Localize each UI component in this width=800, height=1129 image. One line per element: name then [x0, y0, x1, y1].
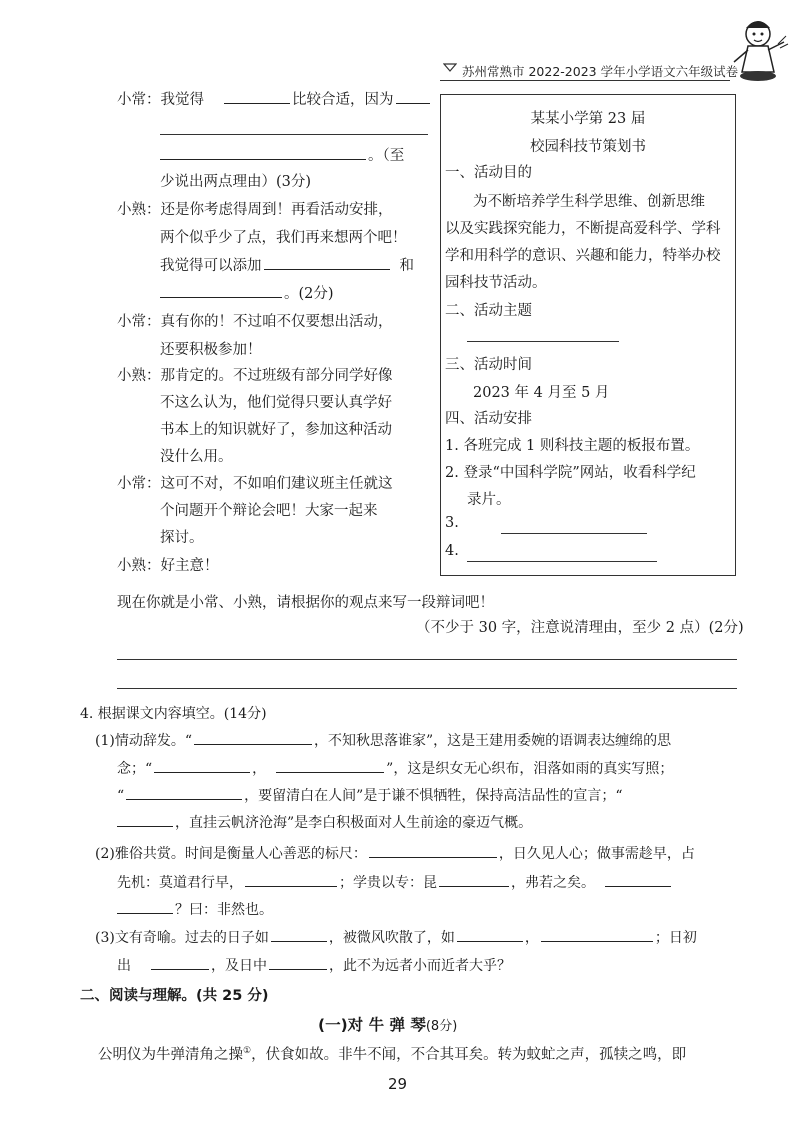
plan-schedule-item1: 1. 各班完成 1 则科技主题的板报布置。	[445, 438, 700, 454]
dialogue-line-12: 不这么认为，他们觉得只要认真学好	[160, 395, 392, 411]
plan-section-purpose: 一、活动目的	[445, 165, 532, 181]
q4-text: ？曰：非然也。	[175, 902, 273, 918]
debate-prompt: 现在你就是小常、小熟，请根据你的观点来写一段辩词吧！	[117, 595, 494, 611]
story-score: (8分)	[425, 1019, 458, 1034]
dialogue-line-1	[117, 88, 432, 112]
item3-answer-line[interactable]	[501, 533, 647, 534]
answer-blank[interactable]	[264, 255, 390, 270]
plan-schedule-item2-cont: 录片。	[467, 492, 511, 508]
item4-answer-line[interactable]	[467, 561, 657, 562]
story-title-text: (一)对 牛 弹 琴	[318, 1016, 426, 1034]
footnote-marker: ①	[243, 1046, 252, 1057]
dialogue-line-4: 少说出两点理由）(3分)	[160, 174, 312, 190]
answer-blank[interactable]	[439, 872, 509, 887]
answer-line[interactable]	[160, 134, 428, 135]
q4-part2-line2	[117, 872, 673, 892]
dialogue-text: 。（至	[368, 148, 405, 164]
dialogue-line-8	[160, 282, 334, 306]
answer-blank[interactable]	[369, 843, 497, 858]
answer-blank[interactable]	[126, 785, 242, 800]
answer-blank[interactable]	[276, 758, 384, 773]
q4-text: ；学贵以专：昆	[339, 875, 437, 891]
plan-schedule-item4: 4.	[445, 543, 459, 559]
q4-text: (1)情动辞发。“	[95, 733, 192, 749]
answer-blank[interactable]	[194, 730, 312, 745]
q4-text: ，被微风吹散了，如	[328, 930, 455, 946]
answer-blank[interactable]	[457, 927, 523, 942]
q4-text: ，直挂云帆济沧海”是李白积极面对人生前途的豪迈气概。	[175, 815, 533, 831]
plan-purpose-line4: 园科技节活动。	[445, 275, 547, 291]
answer-blank[interactable]	[269, 955, 327, 970]
dialogue-line-18: 小熟：好主意！	[117, 558, 219, 574]
dialogue-line-10: 还要积极参加！	[160, 342, 262, 358]
q4-text: (2)雅俗共赏。时间是衡量人心善恶的标尺：	[95, 846, 367, 862]
dialogue-text: 我觉得可以添加	[160, 258, 262, 274]
dialogue-line-13: 书本上的知识就好了，参加这种活动	[160, 422, 392, 438]
page-number: 29	[388, 1075, 408, 1093]
answer-blank[interactable]	[541, 927, 653, 942]
plan-section-time: 三、活动时间	[445, 357, 532, 373]
dialogue-line-9: 小常：真有你的！不过咱不仅要想出活动，	[117, 314, 393, 330]
section2-heading: 二、阅读与理解。(共 25 分)	[80, 988, 269, 1004]
plan-time-value: 2023 年 4 月至 5 月	[473, 385, 610, 401]
header-rule	[440, 80, 730, 81]
q4-part1-line2	[117, 758, 673, 778]
q4-text: ，要留清白在人间”是于谦不惧牺牲，保持高洁品性的宣言；“	[244, 788, 623, 804]
dialogue-line-16: 个问题开个辩论会吧！大家一起来	[160, 503, 378, 519]
answer-blank[interactable]	[154, 758, 250, 773]
plan-purpose-line2: 以及实践探究能力，不断提高爱科学、学科	[445, 221, 721, 237]
dialogue-line-14: 没什么用。	[160, 449, 233, 465]
header-arrow-icon	[443, 62, 457, 72]
q4-text: ，不知秋思落谁家”，这是王建用委婉的语调表达缠绵的思	[314, 733, 672, 749]
q4-part1-line4	[117, 812, 532, 832]
dialogue-line-5: 小熟：还是你考虑得周到！再看活动安排，	[117, 202, 393, 218]
answer-blank[interactable]	[160, 145, 366, 160]
answer-blank[interactable]	[396, 89, 430, 104]
q4-text: 先机：莫道君行早，	[117, 875, 243, 891]
q4-text: 出	[117, 958, 131, 974]
dialogue-text: 比较合适，因为	[292, 92, 394, 108]
answer-blank[interactable]	[224, 89, 290, 104]
q4-text: ，	[524, 930, 539, 946]
debate-answer-line-2[interactable]	[117, 688, 737, 689]
story-text: 公明仪为牛弹清角之操	[98, 1047, 243, 1063]
plan-purpose-line1: 为不断培养学生科学思维、创新思维	[473, 194, 705, 210]
answer-blank[interactable]	[245, 872, 337, 887]
q4-part2-line3	[117, 899, 273, 919]
q4-text: “	[117, 788, 125, 804]
dialogue-text: 小常：我觉得	[117, 92, 204, 108]
answer-blank[interactable]	[117, 812, 173, 827]
q4-text: ；日初	[654, 930, 697, 946]
q4-text: ，日久见人心；做事需趁早，占	[498, 846, 695, 862]
plan-schedule-item3: 3.	[445, 515, 459, 531]
dialogue-line-11: 小熟：那肯定的。不过班级有部分同学好像	[117, 368, 393, 384]
debate-answer-line-1[interactable]	[117, 659, 737, 660]
q4-part1-line3	[117, 785, 623, 805]
mascot-illustration	[728, 14, 790, 84]
dialogue-line-15: 小常：这可不对，不如咱们建议班主任就这	[117, 476, 393, 492]
story-line-1	[98, 1043, 686, 1064]
q4-part3-line1	[95, 927, 697, 947]
q4-text: ”，这是织女无心织布，泪落如雨的真实写照；	[386, 761, 674, 777]
dialogue-line-6: 两个似乎少了点，我们再来想两个吧！	[160, 230, 407, 246]
q4-part1-line1	[95, 730, 671, 750]
q4-heading: 4. 根据课文内容填空。(14分)	[80, 706, 267, 722]
q4-text: ，此不为远者小而近者大乎？	[329, 958, 511, 974]
q4-text: ，弗若之矣。	[511, 875, 595, 891]
dialogue-text: 。(2分)	[284, 286, 334, 302]
theme-answer-line[interactable]	[467, 341, 619, 342]
plan-schedule-item2: 2. 登录“中国科学院”网站，收看科学纪	[445, 465, 696, 481]
plan-section-theme: 二、活动主题	[445, 303, 532, 319]
q4-text: ，	[252, 761, 267, 777]
plan-title-line2: 校园科技节策划书	[530, 139, 646, 155]
debate-requirement: （不少于 30 字，注意说清理由，至少 2 点）(2分)	[416, 620, 744, 636]
answer-blank[interactable]	[117, 899, 173, 914]
dialogue-line-7	[160, 254, 414, 278]
story-text: ，伏食如故。非牛不闻，不合其耳矣。转为蚊虻之声，孤犊之鸣，即	[251, 1047, 687, 1063]
plan-section-schedule: 四、活动安排	[445, 411, 532, 427]
dialogue-line-3	[160, 144, 404, 168]
q4-part2-line1	[95, 843, 695, 863]
answer-blank[interactable]	[151, 955, 209, 970]
plan-purpose-line3: 学和用科学的意识、兴趣和能力，特举办校	[445, 248, 721, 264]
planning-document-box	[440, 94, 736, 576]
q4-text: 念；“	[117, 761, 153, 777]
answer-blank[interactable]	[160, 283, 282, 298]
dialogue-line-17: 探讨。	[160, 530, 204, 546]
answer-blank[interactable]	[271, 927, 327, 942]
q4-text: ，及日中	[211, 958, 267, 974]
header-title: 苏州常熟市 2022-2023 学年小学语文六年级试卷	[462, 64, 739, 79]
q4-part3-line2	[117, 955, 511, 975]
dialogue-text: 和	[399, 258, 414, 274]
story-title	[318, 1013, 457, 1035]
q4-text: (3)文有奇喻。过去的日子如	[95, 930, 269, 946]
plan-title-line1: 某某小学第 23 届	[530, 111, 646, 127]
answer-blank[interactable]	[605, 872, 671, 887]
